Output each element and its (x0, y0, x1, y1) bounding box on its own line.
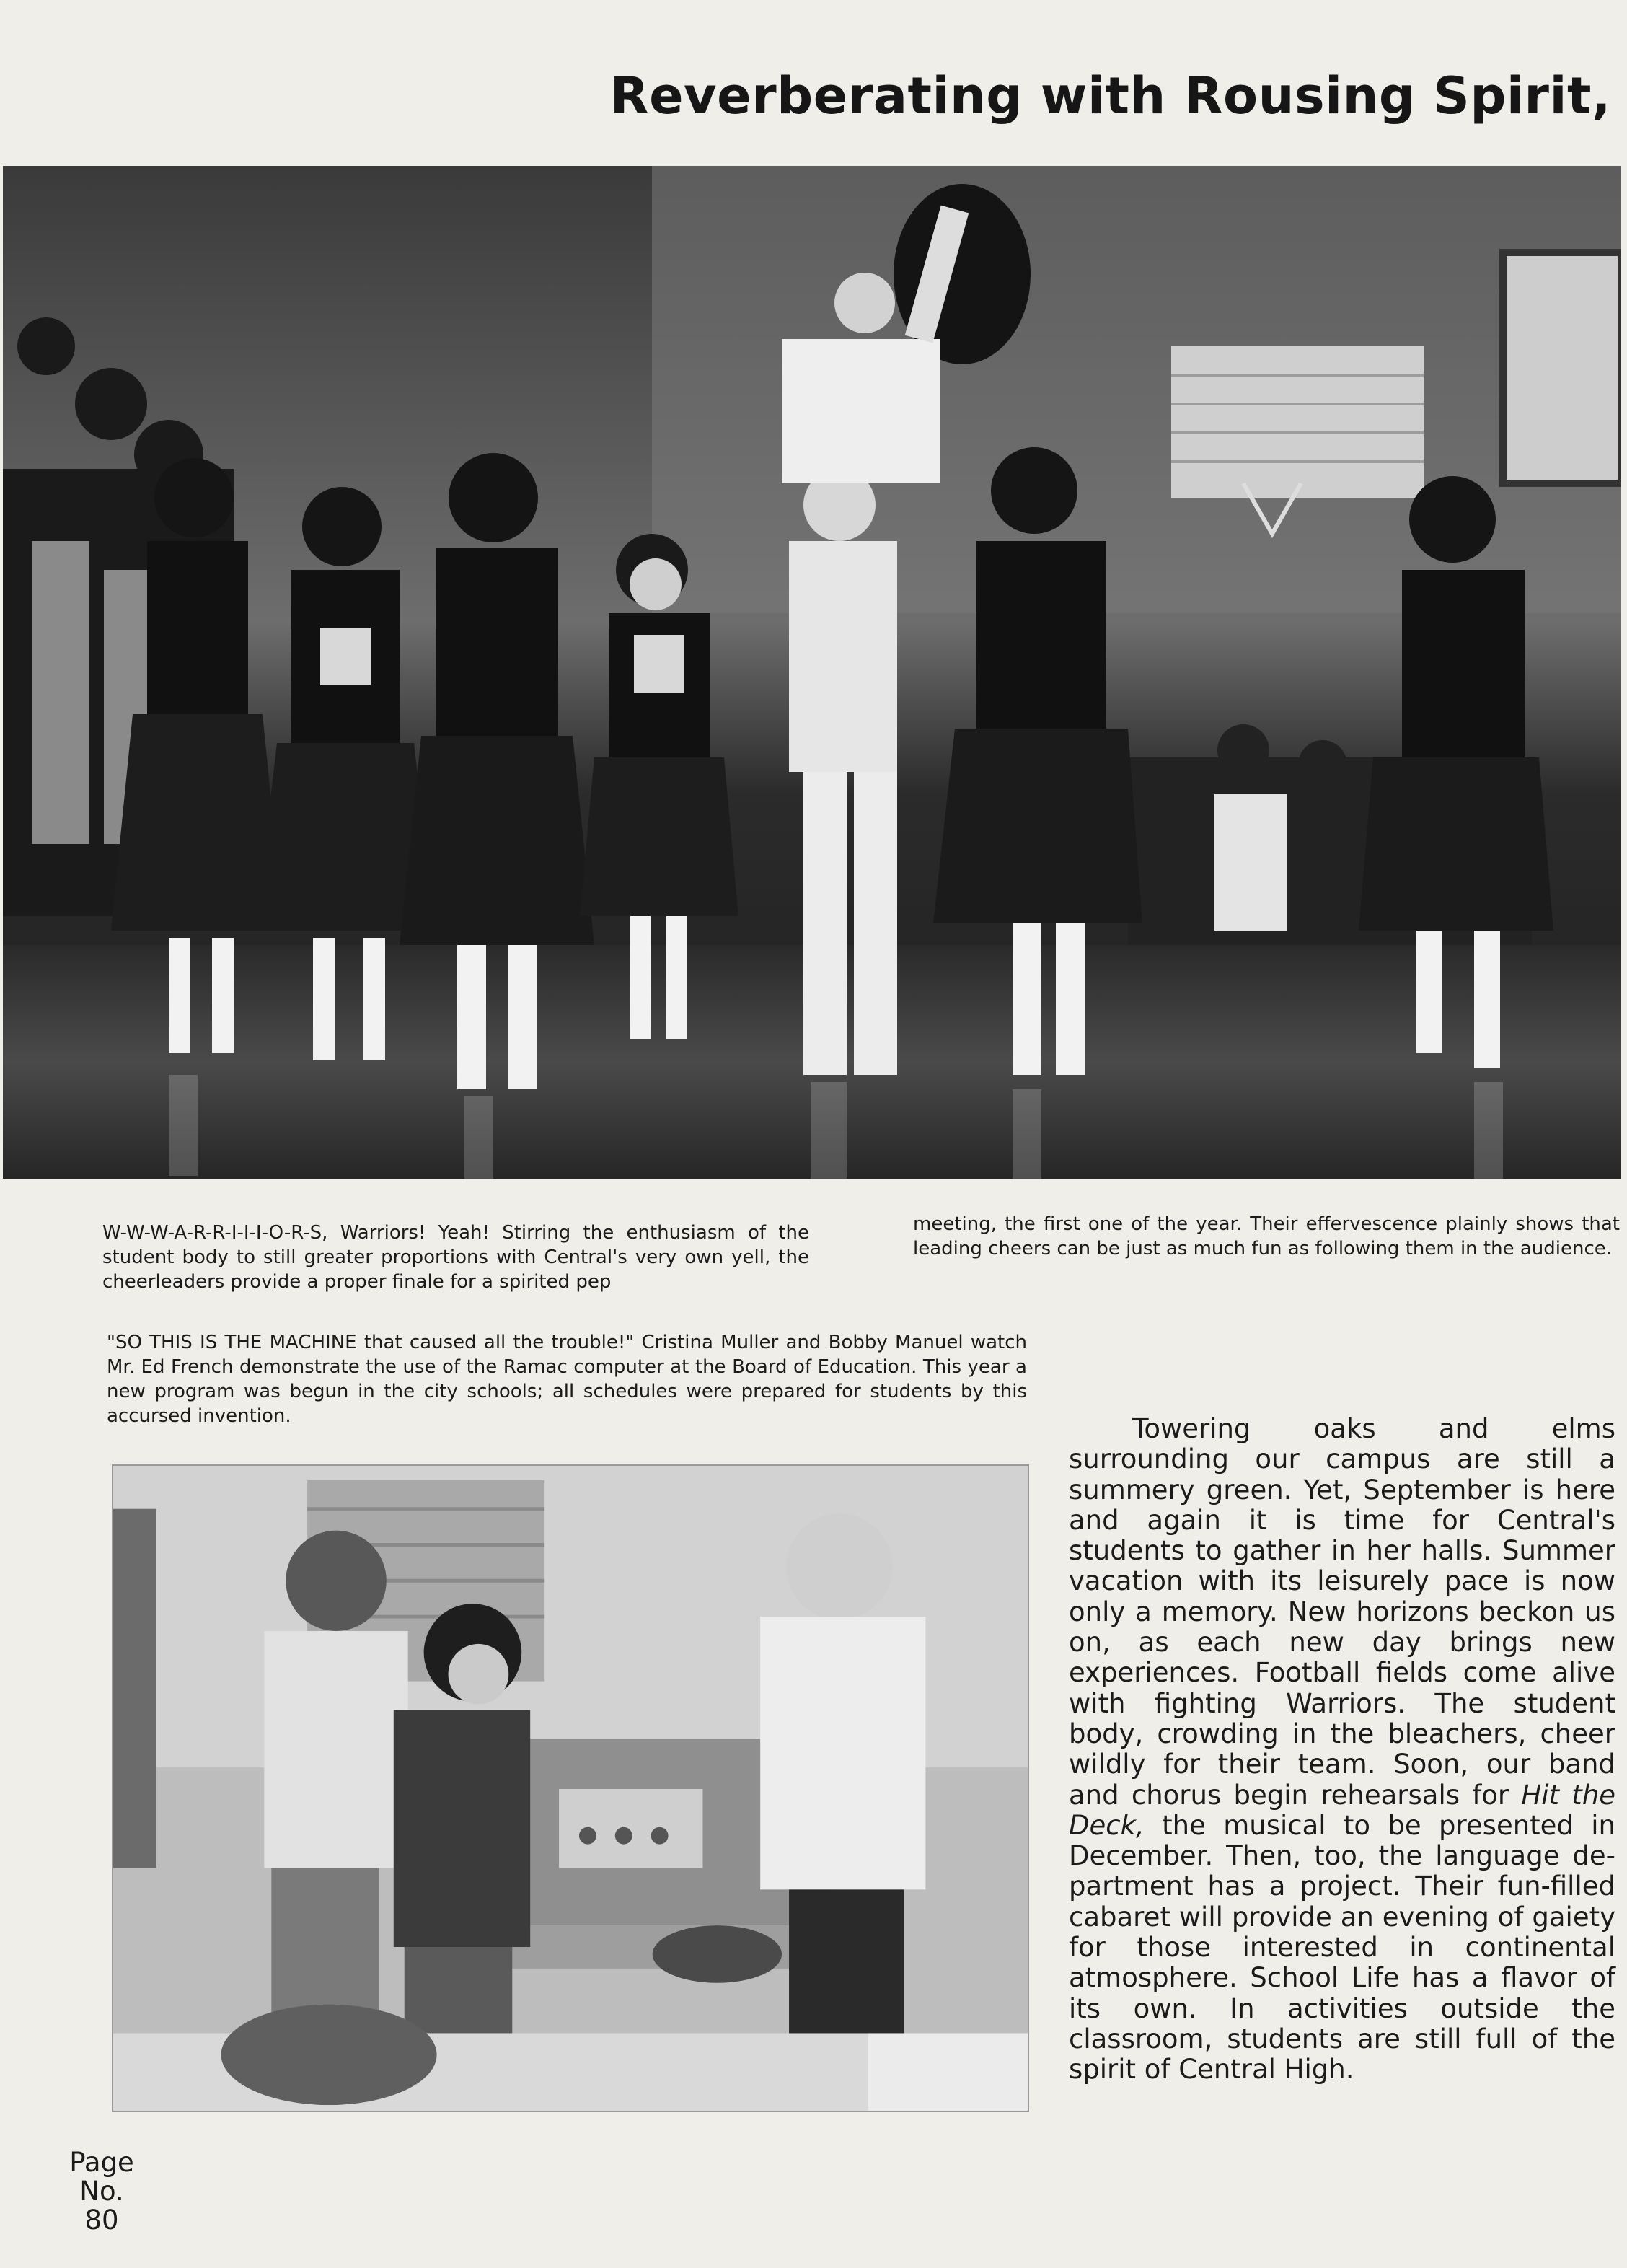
body-text-part-1: Towering oaks and elms surrounding our campus are still a summery green. Yet, September is here and again it is time for Central's students to gather in her halls. Summer vacation with its leisurely pace is now only a memory. New horizons beckon us on, as each new day brings new experiences. Football fields come alive with fighting Warriors. The student body, crowding in the bleachers, cheer wildly for their team. Soon, our band and chorus begin rehearsals for (1069, 1413, 1615, 1811)
page-number: 80 (84, 2205, 119, 2236)
computer-demo-photo-graphic (113, 1466, 1028, 2111)
body-text-part-2: the musical to be presented in December. Then, too, the language department has a project. Their fun-filled cabaret will provide an evening of gaiety for those interested in continental atmosphere. School Life has a flavor of its own. In activities outside the classroom, students are still full of the spirit of Central High. (1069, 1809, 1615, 2085)
cheer-caption-part-1: W-W-W-A-R-R-I-I-I-O-R-S, Warriors! Yeah! Stirring the enthusiasm of the student body to still greater proportions with Central's very own yell, the cheerleaders provide a proper finale for a spirited pep (102, 1222, 809, 1293)
cheerleaders-photo-graphic (3, 166, 1621, 1179)
computer-caption: "SO THIS IS THE MACHINE that caused all the trouble!" Cristina Muller and Bobby Manuel watch Mr. Ed French demonstrate the use of the Ramac computer at the Board of Education. This year a new program was begun in the city schools; all schedules were prepared for students by this accursed invention. (107, 1332, 1027, 1427)
computer-demo-photo (112, 1464, 1029, 2112)
page-number-abbr: No. (79, 2176, 124, 2207)
cheerleaders-photo (3, 166, 1621, 1179)
musical-title: Hit the Deck, (1069, 1779, 1615, 1841)
cheer-caption-part-2: meeting, the first one of the year. Their effervescence plainly shows that leading cheers can be just as much fun as following them in the audience. (913, 1213, 1620, 1260)
page-number-block (69, 2148, 134, 2235)
body-text (1069, 1414, 1615, 2085)
page-word: Page (69, 2147, 134, 2178)
page-headline: Reverberating with Rousing Spirit, (609, 66, 1611, 126)
